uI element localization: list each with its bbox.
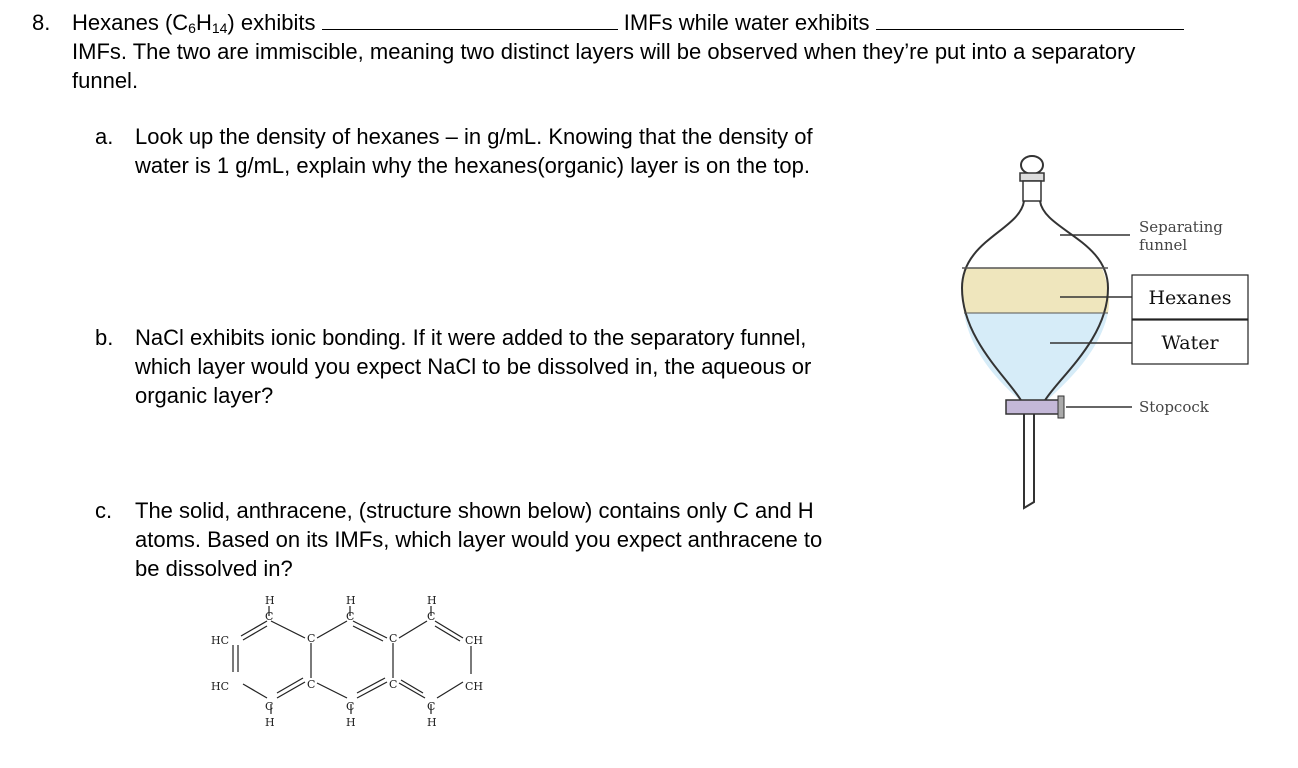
stopper-cap — [1020, 173, 1044, 181]
atom-c-mid-1: C — [307, 632, 316, 645]
atom-c-mid-3: C — [307, 678, 316, 691]
atom-h-bottom-3: H — [427, 716, 437, 729]
question-continuation: IMFs. The two are immiscible, meaning two distinct layers will be observed when they’re put into a separatory funnel. — [72, 39, 1136, 93]
label-hexanes: Hexanes — [1148, 287, 1232, 309]
water-layer — [964, 313, 1108, 402]
subscript-14: 14 — [211, 20, 228, 36]
label-water: Water — [1161, 332, 1219, 354]
atom-c-top-2: C — [346, 610, 355, 623]
part-c-text: The solid, anthracene, (structure shown below) contains only C and H atoms. Based on its IMFs, which layer would you expect anthracene to be dissolved in? — [135, 498, 823, 581]
stopper-neck — [1023, 181, 1041, 201]
atom-h-top-2: H — [346, 594, 356, 607]
funnel-stem — [1024, 414, 1034, 508]
question-text-h: H — [195, 10, 212, 35]
atom-h-top-1: H — [265, 594, 275, 607]
atom-h-bottom-2: H — [346, 716, 356, 729]
atom-h-bottom-1: H — [265, 716, 275, 729]
part-b-letter: b. — [95, 325, 114, 350]
part-b-text: NaCl exhibits ionic bonding. If it were added to the separatory funnel, which layer would you expect NaCl to be dissolved in, the aqueous or organic layer? — [135, 325, 812, 408]
atom-ch-right-1: CH — [465, 634, 484, 647]
question-text-b: ) exhibits — [227, 10, 316, 35]
anthracene-structure — [205, 590, 505, 740]
question-text-middle: IMFs while water exhibits — [623, 10, 870, 35]
label-stopcock: Stopcock — [1139, 398, 1209, 416]
anthracene-atoms — [211, 594, 483, 729]
atom-ch-right-2: CH — [465, 680, 484, 693]
separatory-funnel-diagram — [940, 140, 1270, 520]
atom-c-top-1: C — [265, 610, 274, 623]
atom-c-bottom-3: C — [427, 700, 436, 713]
subscript-6: 6 — [188, 20, 196, 36]
part-a-text: Look up the density of hexanes – in g/mL. Knowing that the density of water is 1 g/mL, explain why the hexanes(organic) layer is on the top. — [135, 124, 813, 178]
question-line-1 — [72, 8, 1272, 37]
answer-blank-hexanes[interactable] — [322, 9, 618, 30]
atom-c-mid-4: C — [389, 678, 398, 691]
atom-hc-left-2: HC — [211, 680, 230, 693]
stopcock-handle — [1058, 396, 1064, 418]
atom-c-bottom-2: C — [346, 700, 355, 713]
part-c-letter: c. — [95, 498, 113, 523]
label-funnel: funnel — [1139, 236, 1188, 254]
label-separating: Separating — [1139, 218, 1223, 236]
question-8 — [72, 8, 1272, 95]
atom-h-top-3: H — [427, 594, 437, 607]
hexanes-layer — [963, 268, 1110, 313]
atom-c-top-3: C — [427, 610, 436, 623]
answer-blank-water[interactable] — [876, 9, 1184, 30]
atom-hc-left-1: HC — [211, 634, 230, 647]
part-a-letter: a. — [95, 124, 114, 149]
atom-c-bottom-1: C — [265, 700, 274, 713]
stopper-knob — [1021, 156, 1043, 174]
question-text-a: Hexanes (C — [72, 10, 189, 35]
stopcock — [1006, 400, 1060, 414]
question-number: 8. — [32, 10, 51, 35]
atom-c-mid-2: C — [389, 632, 398, 645]
